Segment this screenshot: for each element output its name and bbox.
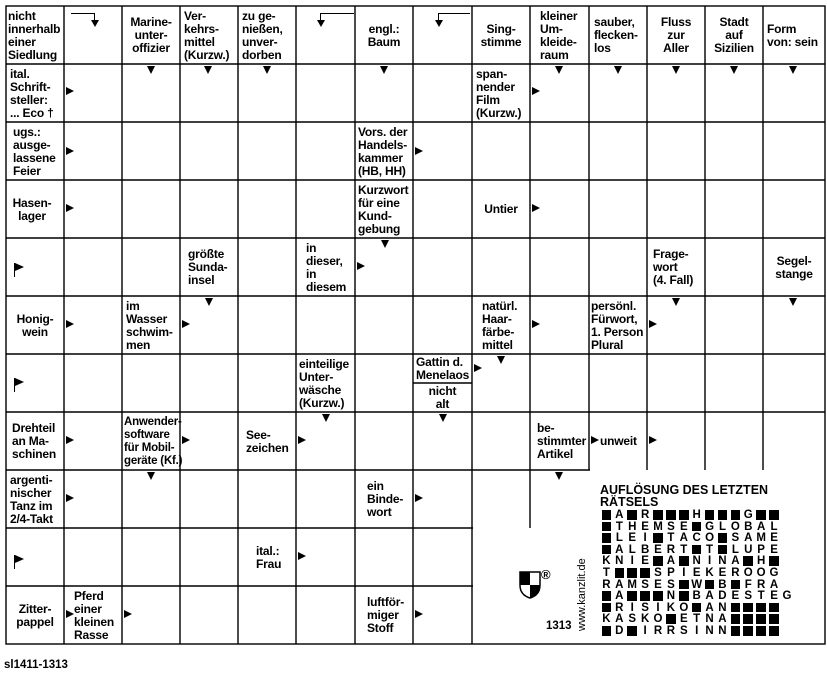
solution-letter: K	[640, 613, 650, 626]
solution-letter: I	[630, 555, 634, 568]
arrow-down	[730, 66, 738, 74]
solution-row	[600, 590, 793, 602]
arrow-down	[147, 66, 155, 74]
puzzle-number: 1313	[546, 620, 572, 632]
solution-letter: E	[770, 543, 778, 556]
solution-letter: A	[769, 578, 779, 591]
clue-persoenl-fuerwort: persönl. Fürwort, 1. Person Plural	[591, 298, 644, 352]
solution-letter: S	[731, 532, 740, 545]
solution-letter: T	[680, 543, 688, 556]
arrow-right	[532, 87, 540, 95]
bent-arrow-icon	[320, 13, 356, 33]
solution-letter: A	[679, 532, 688, 545]
solution-block	[729, 509, 742, 521]
clue-ausgelassene-feier: ugs.: ausge- lassene Feier	[13, 124, 56, 178]
arrow-down	[555, 66, 563, 74]
clue-handelskammer: Vors. der Handels- kammer (HB, HH)	[358, 124, 408, 178]
clue-honigwein: Honig- wein	[16, 311, 54, 339]
solution-letter: I	[695, 625, 699, 637]
clue-untier: Untier	[484, 202, 518, 216]
solution-letter: P	[667, 567, 675, 579]
clue-zu-geniessen: zu ge- nießen, unver- dorben	[242, 8, 283, 62]
clue-sauber: sauber, flecken- los	[594, 15, 638, 55]
solution-letter: I	[630, 601, 634, 614]
solution-letter: N	[718, 601, 727, 614]
solution-row	[600, 602, 780, 614]
arrow-down	[672, 298, 680, 306]
solution-title	[600, 484, 810, 508]
solution-letter: N	[666, 590, 676, 603]
solution-letter: R	[756, 578, 766, 591]
solution-block	[729, 602, 742, 614]
solution-letter: E	[692, 567, 701, 579]
solution-letter: F	[744, 578, 752, 591]
solution-block	[768, 555, 781, 567]
arrow-down	[381, 240, 389, 248]
solution-row	[600, 509, 780, 521]
solution-block	[729, 625, 742, 637]
solution-block	[690, 544, 703, 556]
solution-block	[664, 509, 677, 521]
solution-letter: T	[615, 520, 623, 533]
clue-sundainsel: größte Sunda- insel	[188, 247, 228, 287]
solution-block	[729, 579, 742, 591]
solution-letter: E	[679, 613, 688, 626]
solution-letter: L	[770, 520, 778, 533]
solution-letter: E	[641, 555, 649, 568]
clue-hasenlager: Hasen- lager	[12, 195, 52, 223]
clue-gattin-menelaos: Gattin d. Menelaos	[416, 355, 470, 382]
arrow-right	[357, 262, 365, 270]
solution-letter: R	[615, 601, 624, 614]
arrow-right	[182, 436, 190, 444]
solution-letter: T	[706, 543, 714, 556]
solution-block	[677, 579, 690, 591]
arrow-right	[415, 147, 423, 155]
solution-letter: M	[627, 578, 638, 591]
solution-letter: E	[731, 590, 740, 603]
solution-letter: N	[615, 555, 624, 568]
solution-letter: K	[705, 567, 714, 579]
solution-letter: A	[615, 578, 624, 591]
solution-letter: O	[705, 532, 715, 545]
solution-block	[768, 602, 781, 614]
solution-letter: S	[654, 567, 662, 579]
solution-block	[703, 579, 716, 591]
solution-block	[600, 521, 613, 533]
clue-verkehrsmittel: Ver- kehrs- mittel (Kurzw.)	[184, 8, 230, 62]
solution-block	[716, 544, 729, 556]
arrow-down	[439, 414, 447, 422]
clue-pferd-kleine-rasse: Pferd einer kleinen Rasse	[74, 588, 114, 642]
solution-block	[664, 613, 677, 625]
solution-letter: E	[654, 543, 662, 556]
clue-argentinischer-tanz: argenti- nischer Tanz im 2/4-Takt	[10, 472, 53, 526]
arrow-right	[298, 436, 306, 444]
solution-letter: K	[602, 613, 611, 626]
solution-block	[677, 590, 690, 602]
solution-letter: N	[718, 625, 727, 637]
solution-block	[703, 509, 716, 521]
solution-letter: O	[730, 520, 740, 533]
solution-letter: O	[756, 567, 766, 579]
solution-block	[652, 509, 665, 521]
clue-in-dieser: in dieser, in diesem	[306, 240, 347, 294]
solution-block	[729, 613, 742, 625]
arrow-right	[66, 436, 74, 444]
solution-block	[639, 590, 652, 602]
arrow-right	[298, 552, 306, 560]
solution-letter: S	[667, 578, 675, 591]
solution-letter: A	[756, 520, 766, 533]
solution-letter: E	[641, 520, 649, 533]
solution-block	[742, 613, 755, 625]
solution-block	[600, 509, 613, 521]
solution-block	[626, 567, 639, 579]
solution-letter: L	[718, 520, 726, 533]
solution-letter: T	[693, 613, 701, 626]
solution-letter: B	[744, 520, 753, 533]
solution-block	[639, 567, 652, 579]
solution-letter: B	[640, 543, 650, 556]
clue-ital-frau: ital.: Frau	[256, 543, 282, 571]
solution-letter: L	[615, 532, 623, 545]
arrow-down	[205, 298, 213, 306]
solution-block	[600, 602, 613, 614]
arrow-right	[415, 610, 423, 618]
solution-block	[600, 532, 613, 544]
solution-letter: B	[718, 578, 727, 591]
solution-letter: N	[692, 555, 701, 568]
solution-letter: M	[653, 520, 663, 533]
solution-letter: P	[757, 543, 765, 556]
clue-singstimme: Sing- stimme	[480, 21, 522, 49]
solution-row	[600, 567, 780, 579]
solution-title-line1: AUFLÖSUNG DES LETZTEN	[600, 483, 769, 497]
clue-ital-schriftsteller: ital. Schrift- steller: ... Eco †	[10, 66, 54, 120]
clue-unweit: unweit	[600, 434, 637, 448]
solution-block	[755, 509, 768, 521]
solution-block	[613, 567, 626, 579]
solution-block	[652, 532, 665, 544]
solution-letter: O	[653, 613, 663, 626]
clue-fragewort: Frage- wort (4. Fall)	[653, 247, 694, 287]
clue-unterwaesche: einteilige Unter- wäsche (Kurzw.)	[299, 356, 350, 410]
bent-arrow-icon	[71, 13, 97, 33]
solution-row	[600, 555, 780, 567]
arrow-right	[649, 436, 657, 444]
clue-marineunteroffizier: Marine- unter- offizier	[130, 15, 172, 55]
clue-fluss-zur-aller: Fluss zur Aller	[660, 15, 692, 55]
solution-block	[768, 613, 781, 625]
clue-luftfoermiger-stoff: luftför- miger Stoff	[367, 595, 405, 635]
clue-haarfaerbemittel: natürl. Haar- färbe- mittel	[482, 298, 518, 352]
solution-row	[600, 613, 780, 625]
arrow-down	[263, 66, 271, 74]
clue-kundgebung: Kurzwort für eine Kund- gebung	[358, 182, 409, 236]
solution-letter: N	[705, 613, 714, 626]
solution-letter: G	[782, 590, 792, 603]
solution-block	[626, 625, 639, 637]
solution-block	[755, 613, 768, 625]
registered-mark: ®	[541, 567, 551, 582]
clue-seezeichen: See- zeichen	[246, 427, 289, 455]
solution-letter: A	[615, 613, 624, 626]
clue-anwendersoftware: Anwender- software für Mobil- geräte (Kf.)	[124, 415, 183, 467]
solution-block	[755, 625, 768, 637]
solution-letter: N	[705, 625, 714, 637]
solution-letter: O	[679, 601, 689, 614]
solution-letter: I	[643, 532, 647, 545]
solution-block	[742, 602, 755, 614]
solution-letter: E	[679, 520, 688, 533]
solution-letter: R	[666, 543, 676, 556]
solution-letter: G	[705, 520, 715, 533]
arrow-right	[66, 204, 74, 212]
solution-letter: O	[743, 567, 753, 579]
solution-letter: R	[653, 625, 663, 637]
solution-letter: I	[707, 555, 712, 568]
solution-row	[600, 625, 780, 637]
solution-letter: A	[705, 601, 714, 614]
solution-letter: A	[615, 590, 624, 603]
clue-form-von-sein: Form von: sein	[767, 21, 818, 49]
arrow-down	[204, 66, 212, 74]
solution-letter: S	[628, 613, 637, 626]
clue-zitterpappel: Zitter- pappel	[16, 601, 54, 629]
solution-letter: A	[744, 532, 753, 545]
arrow-down	[672, 66, 680, 74]
solution-block	[768, 625, 781, 637]
clue-bestimmter-artikel: be- stimmter Artikel	[537, 421, 587, 461]
clue-drehteil: Drehteil an Ma- schinen	[12, 421, 56, 461]
solution-letter: R	[640, 509, 650, 521]
arrow-right	[532, 320, 540, 328]
arrow-down	[614, 66, 622, 74]
arrow-down	[789, 298, 797, 306]
solution-letter: K	[666, 601, 676, 614]
solution-letter: G	[769, 567, 779, 579]
arrow-right	[66, 320, 74, 328]
clue-engl-baum: engl.: Baum	[367, 21, 401, 49]
solution-row	[600, 544, 780, 556]
clue-bindewort: ein Binde- wort	[367, 479, 404, 519]
arrow-down	[380, 66, 388, 74]
solution-letter: A	[718, 613, 727, 626]
solution-letter: D	[718, 590, 727, 603]
website-url: www.kanzlit.de	[576, 558, 588, 632]
solution-letter: M	[756, 532, 766, 545]
arrow-down	[322, 414, 330, 422]
solution-block	[742, 555, 755, 567]
solution-letter: S	[667, 520, 675, 533]
kanzlit-logo-icon	[519, 571, 541, 599]
solution-letter: L	[628, 543, 636, 556]
footer-code: sl1411-1313	[4, 659, 68, 671]
clue-stadt-sizilien: Stadt auf Sizilien	[714, 15, 754, 55]
solution-letter: G	[743, 509, 753, 521]
solution-letter: E	[718, 567, 727, 579]
clue-im-wasser: im Wasser schwim- men	[126, 298, 173, 352]
solution-title-line2: RÄTSELS	[600, 495, 659, 509]
solution-letter: A	[666, 555, 676, 568]
solution-letter: E	[770, 532, 778, 545]
solution-letter: S	[744, 590, 753, 603]
arrow-right	[532, 204, 540, 212]
arrow-right	[66, 147, 74, 155]
solution-letter: B	[692, 590, 701, 603]
solution-block	[600, 625, 613, 637]
arrow-right	[415, 494, 423, 502]
solution-letter: T	[757, 590, 765, 603]
solution-block	[690, 602, 703, 614]
solution-row	[600, 579, 780, 591]
solution-letter: A	[615, 543, 624, 556]
solution-letter: H	[756, 555, 766, 568]
arrow-down	[789, 66, 797, 74]
solution-letter: I	[656, 601, 660, 614]
arrow-right	[649, 320, 657, 328]
solution-letter: K	[602, 555, 611, 568]
solution-letter: H	[628, 520, 637, 533]
solution-letter: E	[654, 578, 662, 591]
solution-letter: E	[770, 590, 778, 603]
solution-block	[600, 544, 613, 556]
arrow-right	[66, 610, 74, 618]
arrow-down	[497, 356, 505, 364]
solution-letter: W	[691, 578, 703, 591]
solution-block	[626, 590, 639, 602]
solution-letter: A	[705, 590, 714, 603]
solution-letter: L	[731, 543, 739, 556]
solution-letter: S	[641, 601, 649, 614]
solution-letter: D	[615, 625, 624, 637]
solution-block	[600, 590, 613, 602]
solution-row	[600, 521, 780, 533]
solution-block	[716, 532, 729, 544]
solution-letter: A	[731, 555, 740, 568]
clue-nicht-alt: nicht alt	[428, 383, 457, 411]
solution-block	[652, 555, 665, 567]
solution-letter: S	[679, 625, 688, 637]
solution-block	[716, 509, 729, 521]
solution-letter: A	[615, 509, 624, 521]
solution-letter: H	[692, 509, 701, 521]
arrow-right	[66, 494, 74, 502]
solution-letter: T	[602, 567, 610, 579]
arrow-right	[474, 364, 482, 372]
solution-block	[755, 602, 768, 614]
solution-block	[690, 521, 703, 533]
solution-row	[600, 532, 780, 544]
arrow-right	[66, 87, 74, 95]
solution-block	[768, 509, 781, 521]
arrow-down	[147, 472, 155, 480]
arrow-right	[182, 320, 190, 328]
solution-block	[626, 509, 639, 521]
clue-umkleideraum: kleiner Um- kleide- raum	[540, 8, 578, 62]
solution-letter: N	[718, 555, 727, 568]
arrow-right	[124, 610, 132, 618]
solution-letter: R	[731, 567, 740, 579]
clue-spannender-film: span- nender Film (Kurzw.)	[476, 66, 522, 120]
solution-letter: C	[692, 532, 701, 545]
solution-block	[652, 590, 665, 602]
solution-letter: I	[682, 567, 686, 579]
clue-nicht-innerhalb: nicht innerhalb einer Siedlung	[8, 8, 61, 62]
clue-segelstange: Segel- stange	[775, 253, 813, 281]
solution-block	[677, 509, 690, 521]
solution-letter: R	[602, 578, 611, 591]
solution-letter: U	[744, 543, 753, 556]
solution-block	[677, 555, 690, 567]
bent-arrow-icon	[438, 13, 474, 33]
solution-letter: T	[667, 532, 675, 545]
arrow-right	[591, 436, 599, 444]
arrow-down	[555, 472, 563, 480]
solution-block	[742, 625, 755, 637]
solution-letter: E	[628, 532, 637, 545]
solution-letter: S	[641, 578, 649, 591]
solution-letter: R	[666, 625, 676, 637]
solution-letter: I	[643, 625, 647, 637]
